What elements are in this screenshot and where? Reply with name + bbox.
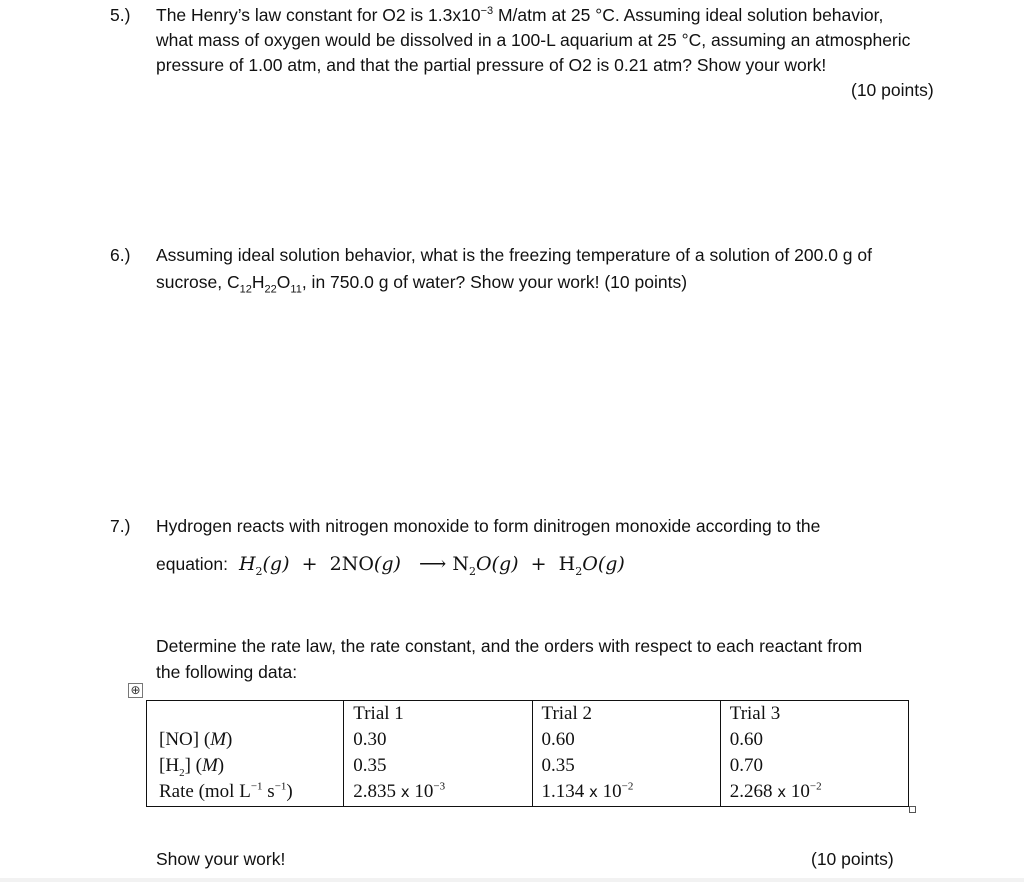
trial-3-rate: 2.268 x $10^{-2}$ xyxy=(729,780,822,802)
question-7-determine-line-2: the following data: xyxy=(156,662,298,682)
question-5-line-3: pressure of 1.00 atm, and that the partial pressure of O2 is 0.21 atm? Show your work! xyxy=(156,55,827,75)
trial-2-rate: 1.134 x $10^{-2}$ xyxy=(541,780,634,802)
table-row xyxy=(147,701,909,807)
row-label-no: [NO] (M) xyxy=(159,729,233,750)
trial-3-no: 0.60 xyxy=(729,729,763,750)
row-label-rate: Rate (mol $L^{-1}$ $s^{-1}$) xyxy=(159,780,293,802)
table-cell-trial-2 xyxy=(532,701,720,807)
table-cell-labels xyxy=(147,701,344,807)
trial-3-h2: 0.70 xyxy=(729,755,763,776)
show-work-text: Show your work! xyxy=(156,849,286,869)
trial-1-rate: 2.835 x $10^{-3}$ xyxy=(353,780,446,802)
question-7-line-1: Hydrogen reacts with nitrogen monoxide to form dinitrogen monoxide according to the xyxy=(156,516,821,536)
page-bottom-edge xyxy=(0,878,1024,882)
trial-1-no: 0.30 xyxy=(353,729,387,750)
question-6-line-2: sucrose, $C_{12}H_{22}O_{11}$, in 750.0 g of water? Show your work! (10 points) xyxy=(156,272,688,296)
trial-1-header: Trial 1 xyxy=(353,703,404,724)
question-5-number-label: 5.) xyxy=(110,5,131,25)
trial-2-header: Trial 2 xyxy=(541,703,593,724)
question-5-line-1: The Henry’s law constant for O2 is $1.3x10^{-3}$ M/atm at 25 °C. Assuming ideal solution behavior, xyxy=(156,5,884,25)
table-cell-trial-3 xyxy=(720,701,908,807)
table-resize-handle[interactable] xyxy=(909,806,916,813)
question-7-determine-line-1: Determine the rate law, the rate constant, and the orders with respect to each reactant from xyxy=(156,636,863,656)
question-6-line-1: Assuming ideal solution behavior, what is the freezing temperature of a solution of 200.0 g of xyxy=(156,245,872,265)
rate-data-table xyxy=(146,700,909,807)
chemical-equation: $H_2(g) + 2NO(g)$ ⟶ $N_2O(g) + H_2O(g)$ xyxy=(238,553,625,578)
equation-label: equation: xyxy=(156,554,229,574)
trial-2-no: 0.60 xyxy=(541,729,575,750)
row-label-h2: $[H_2]$ (M) xyxy=(159,755,225,779)
trial-1-h2: 0.35 xyxy=(353,755,387,776)
table-move-handle-icon[interactable]: ⊕ xyxy=(128,683,143,698)
question-6-number: 6.) xyxy=(110,245,131,265)
question-5-points: (10 points) xyxy=(851,80,934,100)
question-7-number: 7.) xyxy=(110,516,131,536)
question-7-equation-line xyxy=(156,551,625,577)
trial-3-header: Trial 3 xyxy=(729,703,781,724)
trial-2-h2: 0.35 xyxy=(541,755,575,776)
question-7-points: (10 points) xyxy=(811,849,894,869)
table-cell-trial-1 xyxy=(344,701,532,807)
question-5-line-2: what mass of oxygen would be dissolved in a 100-L aquarium at 25 °C, assuming an atmospheric xyxy=(156,30,911,50)
